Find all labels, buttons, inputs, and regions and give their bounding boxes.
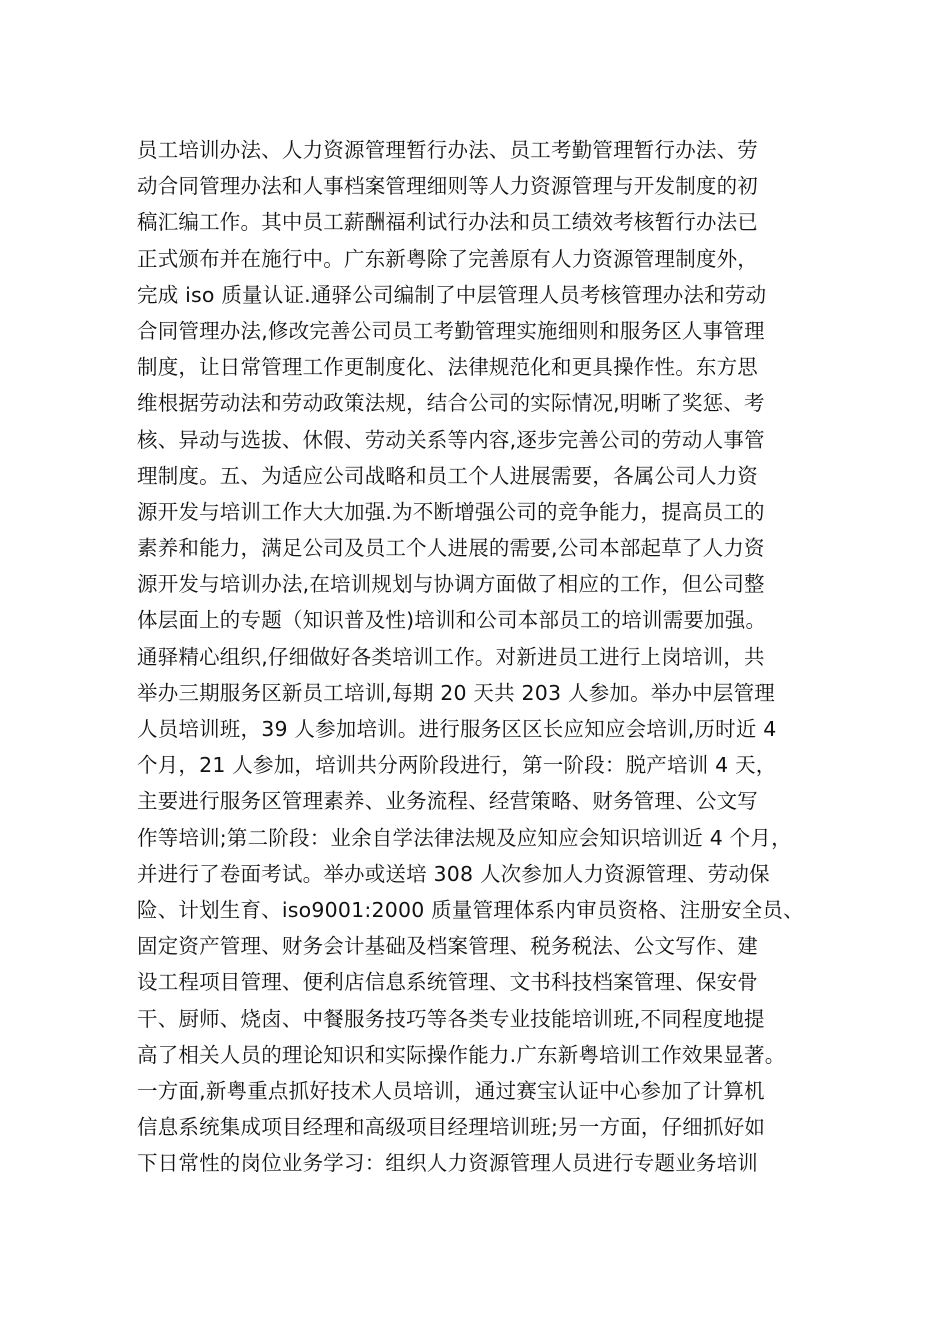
text-line: 动合同管理办法和人事档案管理细则等人力资源管理与开发制度的初	[137, 174, 758, 199]
text-line: 核、异动与选拔、休假、劳动关系等内容,逐步完善公司的劳动人事管	[137, 427, 765, 452]
text-line: 作等培训;第二阶段：业余自学法律法规及应知应会知识培训近 4 个月，	[137, 825, 792, 850]
text-line: 源开发与培训工作大大加强.为不断增强公司的竞争能力，提高员工的	[137, 499, 765, 524]
text-line: 稿汇编工作。其中员工薪酬福利试行办法和员工绩效考核暂行办法已	[137, 210, 758, 235]
text-line: 人员培训班，39 人参加培训。进行服务区区长应知应会培训,历时近 4	[137, 717, 777, 741]
body-text	[137, 132, 827, 1181]
text-line: 高了相关人员的理论知识和实际操作能力.广东新粤培训工作效果显著。	[137, 1042, 786, 1067]
text-line: 通驿精心组织,仔细做好各类培训工作。对新进员工进行上岗培训，共	[137, 644, 765, 669]
text-line: 信息系统集成项目经理和高级项目经理培训班;另一方面，仔细抓好如	[137, 1115, 766, 1140]
text-line: 一方面,新粤重点抓好技术人员培训，通过赛宝认证中心参加了计算机	[137, 1078, 765, 1103]
text-line: 维根据劳动法和劳动政策法规，结合公司的实际情况,明晰了奖惩、考	[137, 391, 765, 416]
text-line: 完成 iso 质量认证.通驿公司编制了中层管理人员考核管理办法和劳动	[137, 282, 767, 307]
text-line: 设工程项目管理、便利店信息系统管理、文书科技档案管理、保安骨	[137, 970, 758, 995]
text-line: 险、计划生育、iso9001:2000 质量管理体系内审员资格、注册安全员、	[137, 897, 804, 922]
text-line: 干、厨师、烧卤、中餐服务技巧等各类专业技能培训班,不同程度地提	[137, 1006, 765, 1031]
text-line: 体层面上的专题（知识普及性)培训和公司本部员工的培训需要加强。	[137, 608, 767, 633]
text-line: 并进行了卷面考试。举办或送培 308 人次参加人力资源管理、劳动保	[137, 861, 770, 886]
text-line: 素养和能力，满足公司及员工个人进展的需要,公司本部起草了人力资	[137, 536, 765, 561]
text-line: 正式颁布并在施行中。广东新粤除了完善原有人力资源管理制度外，	[137, 246, 758, 271]
text-line: 合同管理办法,修改完善公司员工考勤管理实施细则和服务区人事管理	[137, 318, 765, 343]
text-line: 个月，21 人参加，培训共分两阶段进行，第一阶段：脱产培训 4 天，	[137, 753, 777, 778]
text-line: 主要进行服务区管理素养、业务流程、经营策略、财务管理、公文写	[137, 789, 758, 814]
text-line: 源开发与培训办法,在培训规划与协调方面做了相应的工作，但公司整	[137, 572, 765, 597]
text-line: 员工培训办法、人力资源管理暂行办法、员工考勤管理暂行办法、劳	[137, 138, 758, 162]
text-line: 举办三期服务区新员工培训,每期 20 天共 203 人参加。举办中层管理	[137, 680, 775, 705]
text-line: 理制度。五、为适应公司战略和员工个人进展需要，各属公司人力资	[137, 463, 758, 488]
text-line: 下日常性的岗位业务学习：组织人力资源管理人员进行专题业务培训	[137, 1151, 758, 1176]
text-line: 固定资产管理、财务会计基础及档案管理、税务税法、公文写作、建	[137, 934, 758, 959]
text-line: 制度，让日常管理工作更制度化、法律规范化和更具操作性。东方思	[137, 355, 758, 380]
